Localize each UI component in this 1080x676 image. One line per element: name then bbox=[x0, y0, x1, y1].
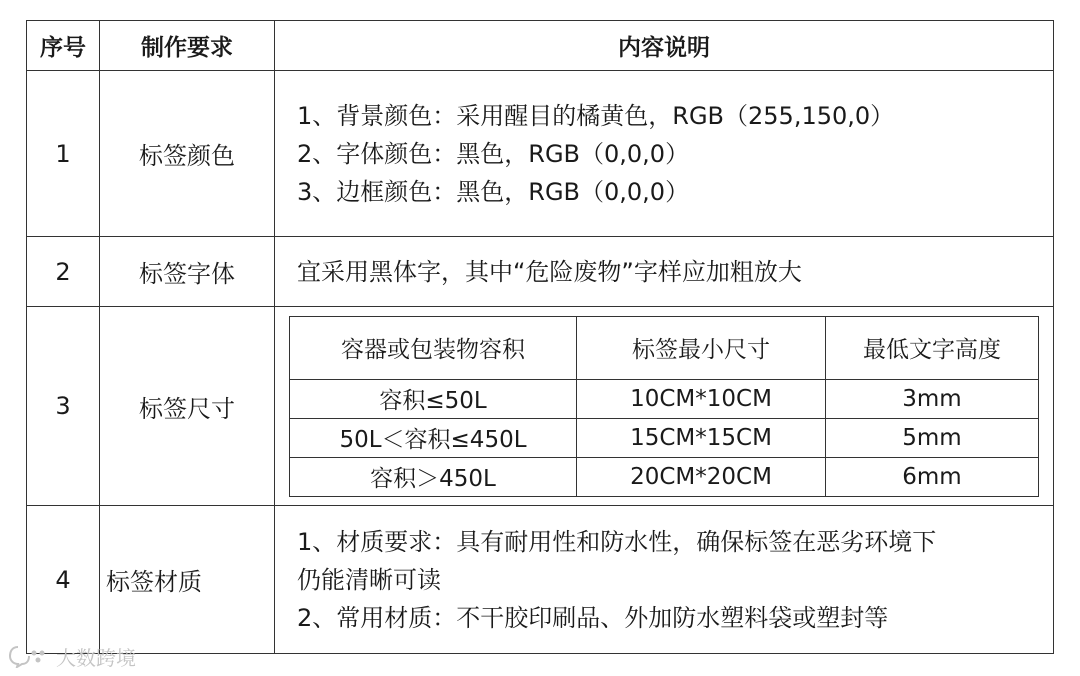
row-description bbox=[275, 71, 1054, 237]
size-row bbox=[290, 457, 1039, 496]
description-line: 2、字体颜色：黑色，RGB（0,0,0） bbox=[297, 139, 690, 168]
description-line: 3、边框颜色：黑色，RGB（0,0,0） bbox=[297, 177, 690, 206]
chat-bubble-icon bbox=[8, 644, 52, 668]
row-description bbox=[275, 237, 1054, 307]
description-line: 2、常用材质：不干胶印刷品、外加防水塑料袋或塑封等 bbox=[297, 603, 889, 632]
size-cell: 20CM*20CM bbox=[577, 457, 826, 496]
row-num: 3 bbox=[27, 307, 100, 506]
size-cell: 6mm bbox=[826, 457, 1039, 496]
table-row bbox=[27, 71, 1054, 237]
size-header: 标签最小尺寸 bbox=[577, 316, 826, 379]
row-num: 2 bbox=[27, 237, 100, 307]
row-requirement: 标签字体 bbox=[100, 237, 275, 307]
size-cell: 5mm bbox=[826, 418, 1039, 457]
size-cell: 容积≤50L bbox=[290, 379, 577, 418]
header-row bbox=[27, 21, 1054, 71]
row-num: 4 bbox=[27, 506, 100, 654]
size-header-row bbox=[290, 316, 1039, 379]
size-cell: 50L＜容积≤450L bbox=[290, 418, 577, 457]
row-requirement: 标签颜色 bbox=[100, 71, 275, 237]
row-num: 1 bbox=[27, 71, 100, 237]
description-line: 仍能清晰可读 bbox=[297, 565, 441, 594]
table-row bbox=[27, 506, 1054, 654]
size-cell: 15CM*15CM bbox=[577, 418, 826, 457]
size-header: 最低文字高度 bbox=[826, 316, 1039, 379]
size-row bbox=[290, 418, 1039, 457]
row-requirement: 标签材质 bbox=[100, 506, 275, 654]
size-row bbox=[290, 379, 1039, 418]
table-row bbox=[27, 237, 1054, 307]
row-description bbox=[275, 506, 1054, 654]
watermark bbox=[8, 640, 136, 672]
size-cell: 3mm bbox=[826, 379, 1039, 418]
spec-table bbox=[26, 20, 1054, 654]
row-description bbox=[275, 307, 1054, 506]
description-line: 1、背景颜色：采用醒目的橘黄色，RGB（255,150,0） bbox=[297, 101, 895, 130]
description-line: 1、材质要求：具有耐用性和防水性，确保标签在恶劣环境下 bbox=[297, 527, 937, 556]
header-requirement: 制作要求 bbox=[100, 21, 275, 71]
size-cell: 容积＞450L bbox=[290, 457, 577, 496]
size-table bbox=[289, 316, 1039, 497]
size-header: 容器或包装物容积 bbox=[290, 316, 577, 379]
size-cell: 10CM*10CM bbox=[577, 379, 826, 418]
header-num: 序号 bbox=[27, 21, 100, 71]
header-description: 内容说明 bbox=[275, 21, 1054, 71]
table-row bbox=[27, 307, 1054, 506]
description-line: 宜采用黑体字，其中“危险废物”字样应加粗放大 bbox=[297, 257, 802, 286]
watermark-text: 大数跨境 bbox=[56, 645, 136, 670]
row-requirement: 标签尺寸 bbox=[100, 307, 275, 506]
